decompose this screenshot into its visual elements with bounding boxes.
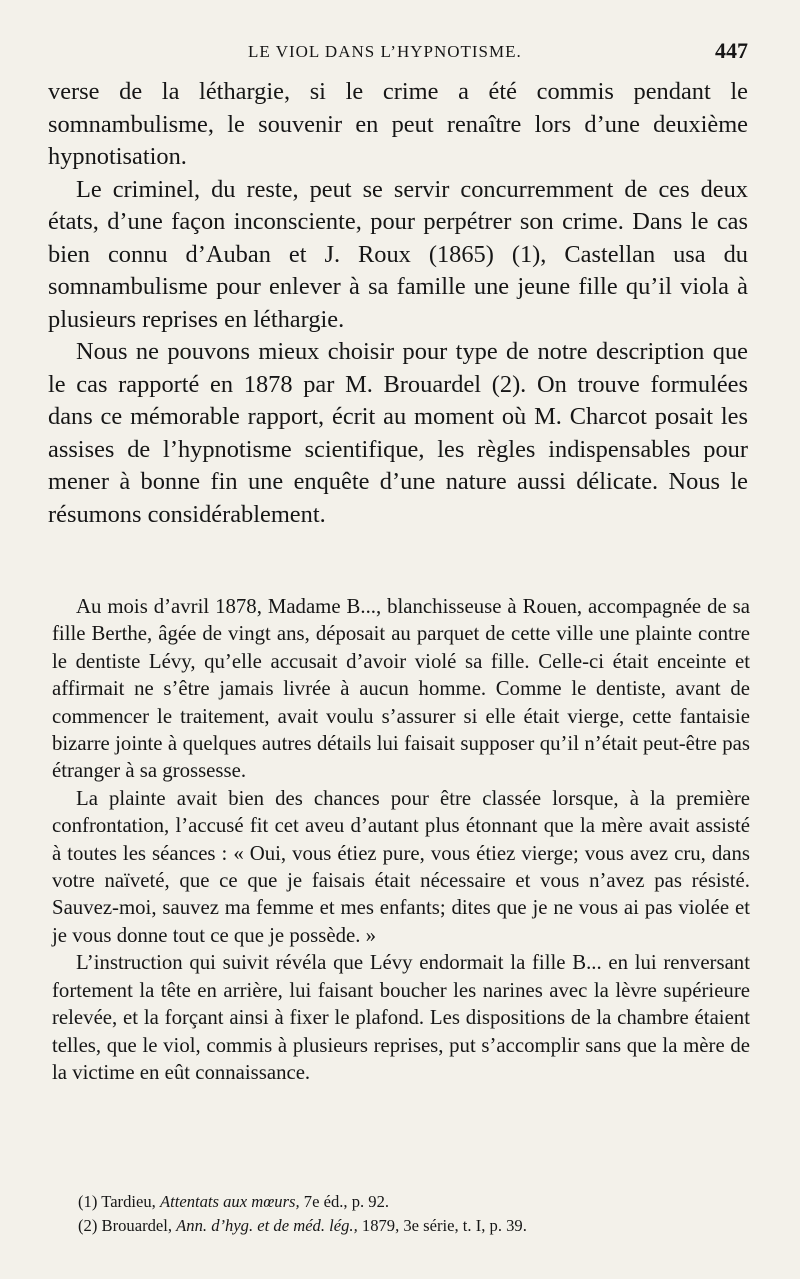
case-report-quote: [52, 593, 750, 1086]
footnote-author: Brouardel,: [101, 1216, 173, 1235]
quote-paragraph: L’instruction qui suivit révéla que Lévy endormait la fille B... en lui renversant fortement la tête en arrière, lui faisant boucher les narines avec la lèvre supérieure relevée, et la forçant ainsi à fixer le plafond. Les dispositions de la chambre étaient telles, que le viol, commis à plusieurs reprises, put s’accomplir sans que la mère de la victime en eût connaissance.: [52, 951, 750, 1084]
footnotes: [78, 1190, 758, 1238]
paragraph: verse de la léthargie, si le crime a été commis pendant le somnambulisme, le souvenir en peut renaître lors d’une deuxième hypnotisation.: [48, 78, 748, 170]
running-title: LE VIOL DANS L’HYPNOTISME.: [248, 42, 522, 61]
footnote-mark: (1): [78, 1192, 98, 1211]
footnote: [78, 1190, 758, 1214]
main-text: [48, 76, 748, 531]
quote-paragraph: La plainte avait bien des chances pour être classée lorsque, à la première confrontation, l’accusé fit cet aveu d’autant plus étonnant que la mère avait assisté à toutes les séances : « Oui, vous étiez pure, vous étiez vierge; vous avez cru, dans votre naïveté, que ce que je faisais était nécessaire et vous n’avez pas résisté. Sauvez-moi, sauvez ma femme et mes enfants; dites que je ne vous ai pas violée et je vous donne tout ce que je possède. »: [52, 786, 750, 947]
quote-paragraph: Au mois d’avril 1878, Madame B..., blanchisseuse à Rouen, accompagnée de sa fille Berthe, âgée de vingt ans, déposait au parquet de cette ville une plainte contre le dentiste Lévy, qu’elle accusait d’avoir violé sa fille. Celle-ci était enceinte et affirmait ne s’être jamais livrée à aucun homme. Comme le dentiste, avant de commencer le traitement, avait voulu s’assurer si elle était vierge, cette fantaisie bizarre jointe à quelques autres détails lui faisait supposer qu’il n’était peut-être pas étranger à sa grossesse.: [52, 595, 750, 783]
footnote-details: 1879, 3e série, t. I, p. 39.: [361, 1216, 527, 1235]
footnote: [78, 1214, 758, 1238]
paragraph: Nous ne pouvons mieux choisir pour type de notre description que le cas rapporté en 1878 par M. Brouardel (2). On trouve formulées dans ce mémorable rapport, écrit au moment où M. Charcot posait les assises de l’hypnotisme scientifique, les règles indispensables pour mener à bonne fin une enquête d’une nature aussi délicate. Nous le résumons considérablement.: [48, 338, 748, 528]
paragraph: Le criminel, du reste, peut se servir concurremment de ces deux états, d’une façon inconsciente, pour perpétrer son crime. Dans le cas bien connu d’Auban et J. Roux (1865) (1), Castellan usa du somnambulisme pour enlever à sa famille une jeune fille qu’il viola à plusieurs reprises en léthargie.: [48, 175, 748, 333]
running-head: [48, 40, 748, 70]
footnote-author: Tardieu,: [101, 1192, 156, 1211]
footnote-details: 7e éd., p. 92.: [303, 1192, 390, 1211]
footnote-title: Attentats aux mœurs,: [159, 1192, 300, 1211]
footnote-title: Ann. d’hyg. et de méd. lég.,: [176, 1216, 358, 1235]
footnote-mark: (2): [78, 1216, 98, 1235]
page-number: 447: [715, 38, 748, 63]
